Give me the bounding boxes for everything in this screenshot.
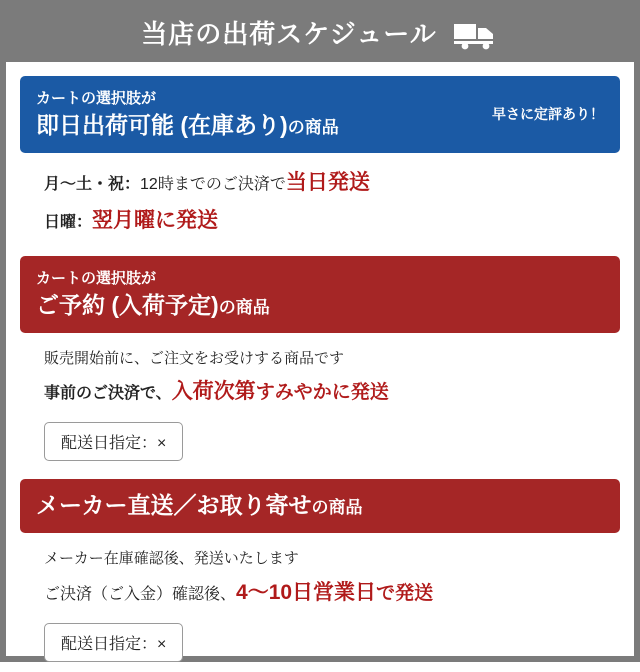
card-header bbox=[6, 6, 634, 62]
delivery-truck-icon bbox=[453, 18, 499, 50]
band-text-group bbox=[36, 268, 270, 321]
band-kicker: カートの選択肢が bbox=[36, 269, 157, 287]
section-detail-reservation bbox=[20, 333, 620, 464]
detail-mid: 販売開始前に、ご注文をお受けする商品です bbox=[44, 349, 345, 367]
spacer bbox=[20, 463, 620, 479]
detail-emphasis: 入荷次第 bbox=[171, 379, 256, 403]
band-main-prefix: ご予約 (入荷予定) bbox=[36, 291, 219, 318]
band-text-group bbox=[36, 88, 339, 141]
section-detail-immediate bbox=[20, 153, 620, 246]
band-main-title bbox=[36, 110, 339, 141]
band-main-prefix: メーカー直送／お取り寄せ bbox=[36, 492, 312, 519]
detail-emphasis: 4～10日営業日 bbox=[236, 580, 377, 604]
detail-line bbox=[44, 205, 606, 238]
detail-line bbox=[44, 577, 606, 610]
band-text-group bbox=[36, 491, 363, 521]
detail-line bbox=[44, 547, 606, 570]
card-content bbox=[6, 62, 634, 672]
band-main-suffix: の商品 bbox=[218, 297, 270, 317]
band-kicker: カートの選択肢が bbox=[36, 90, 157, 107]
detail-line bbox=[44, 347, 606, 370]
delivery-date-tag: 配送日指定：× bbox=[44, 623, 183, 662]
section-detail-direct-shipping bbox=[20, 533, 620, 664]
detail-label: 事前のご決済で、 bbox=[44, 384, 172, 402]
detail-label: ご決済（ご入金）確認後、 bbox=[44, 585, 237, 603]
page-title: 当店の出荷スケジュール bbox=[141, 19, 437, 49]
spacer bbox=[20, 246, 620, 256]
detail-mid: メーカー在庫確認後、発送いたします bbox=[44, 550, 299, 568]
detail-line bbox=[44, 376, 606, 409]
detail-label: 月～土・祝： bbox=[44, 175, 141, 193]
section-band-immediate bbox=[20, 76, 620, 153]
band-main-suffix: の商品 bbox=[287, 117, 339, 137]
band-main-prefix: 即日出荷可能 (在庫あり) bbox=[36, 111, 288, 138]
band-main-title bbox=[36, 290, 270, 321]
detail-label: 日曜： bbox=[44, 214, 93, 232]
detail-emphasis: 翌月曜に発送 bbox=[92, 209, 219, 233]
detail-emphasis-tail: で発送 bbox=[376, 582, 434, 604]
section-band-direct-shipping bbox=[20, 479, 620, 533]
detail-emphasis: 当日発送 bbox=[285, 170, 370, 194]
detail-line bbox=[44, 167, 606, 200]
detail-emphasis-tail: すみやかに発送 bbox=[255, 381, 389, 403]
detail-mid: 12時までのご決済で bbox=[140, 175, 286, 193]
band-main-title bbox=[36, 491, 363, 521]
delivery-date-tag: 配送日指定：× bbox=[44, 422, 183, 461]
band-note: 早さに定評あり！ bbox=[492, 106, 604, 123]
section-band-reservation bbox=[20, 256, 620, 333]
band-main-suffix: の商品 bbox=[311, 498, 363, 518]
